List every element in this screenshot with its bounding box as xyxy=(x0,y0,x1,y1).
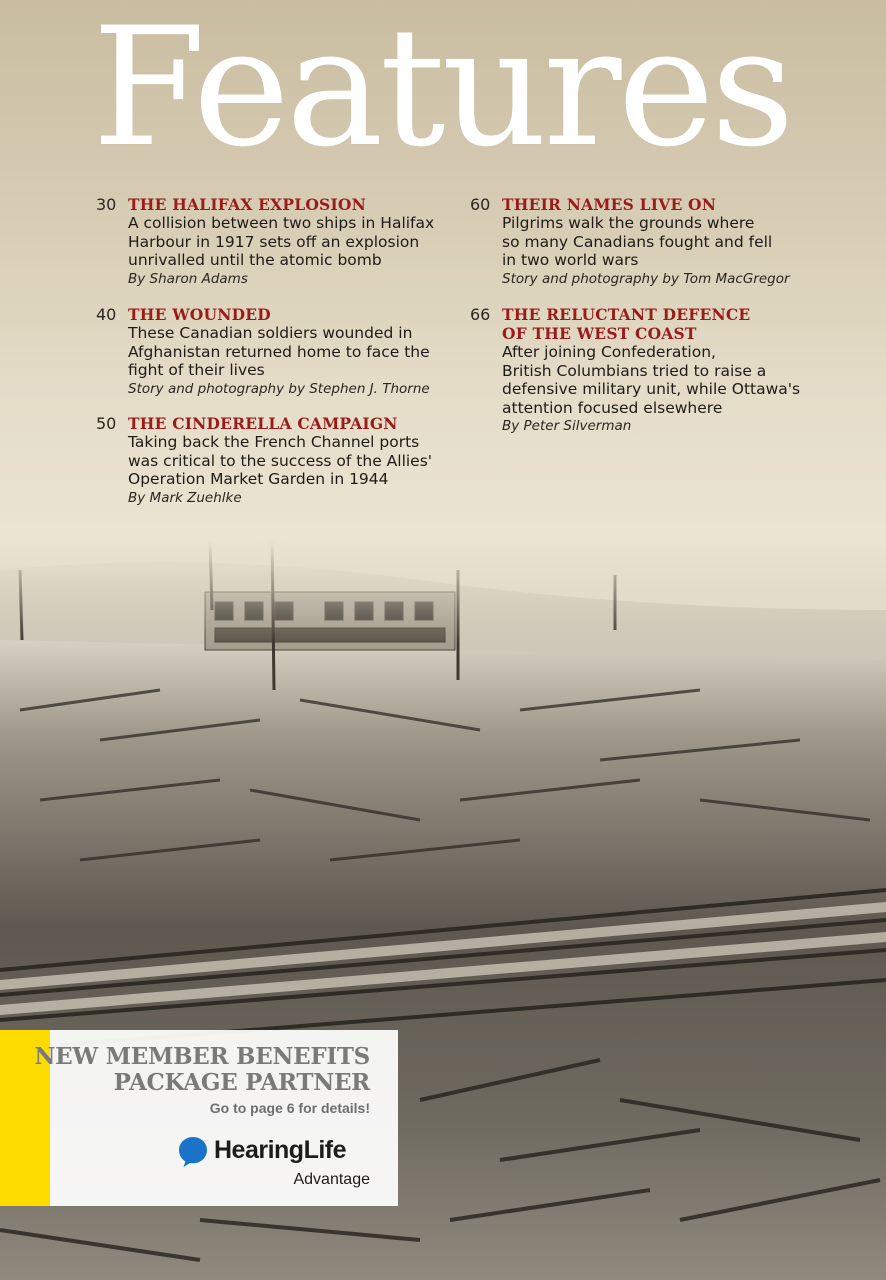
feature-headline: THE WOUNDED xyxy=(128,305,271,324)
feature-description: Taking back the French Channel ports was critical to the success of the Allies' Operation Market Garden in 1944 xyxy=(128,433,433,488)
feature-entry[interactable] xyxy=(470,195,810,295)
feature-description: Pilgrims walk the grounds where so many Canadians fought and fell in two world wars xyxy=(502,214,773,269)
speech-bubble-icon xyxy=(178,1136,208,1168)
feature-byline: By Peter Silverman xyxy=(502,418,632,434)
page-number: 50 xyxy=(96,414,117,433)
brand-logo-text: HearingLife xyxy=(214,1136,347,1164)
promo-subline: Go to page 6 for details! xyxy=(209,1100,370,1116)
promo-line-2: PACKAGE PARTNER xyxy=(113,1069,370,1096)
feature-byline: By Mark Zuehlke xyxy=(128,489,242,506)
feature-description: These Canadian soldiers wounded in Afghanistan returned home to face the fight of their lives xyxy=(128,324,430,379)
page-title: Features xyxy=(92,0,791,183)
feature-entry[interactable] xyxy=(96,195,436,295)
feature-headline: THE CINDERELLA CAMPAIGN xyxy=(128,414,398,433)
brand-subtitle: Advantage xyxy=(293,1171,370,1188)
feature-byline: Story and photography by Stephen J. Thorne xyxy=(128,380,430,397)
feature-byline: Story and photography by Tom MacGregor xyxy=(502,270,790,287)
feature-entry[interactable] xyxy=(96,305,436,405)
feature-entry[interactable] xyxy=(470,305,810,435)
feature-byline: By Sharon Adams xyxy=(128,270,248,287)
feature-description: After joining Confederation, British Columbians tried to raise a defensive military unit, while Ottawa's attention focused elsewhere xyxy=(502,343,801,417)
page-number: 30 xyxy=(96,195,117,214)
feature-headline: THE HALIFAX EXPLOSION xyxy=(128,195,366,214)
feature-headline: THE RELUCTANT DEFENCE OF THE WEST COAST xyxy=(502,305,751,343)
page-number: 40 xyxy=(96,305,117,324)
member-benefits-promo[interactable] xyxy=(0,1030,398,1206)
feature-description: A collision between two ships in Halifax Harbour in 1917 sets off an explosion unrivalled until the atomic bomb xyxy=(128,214,435,269)
promo-box xyxy=(34,1030,398,1206)
feature-entry[interactable] xyxy=(96,414,436,514)
page-number: 66 xyxy=(470,305,491,324)
page-number: 60 xyxy=(470,195,491,214)
feature-headline: THEIR NAMES LIVE ON xyxy=(502,195,717,214)
promo-line-1: NEW MEMBER BENEFITS xyxy=(34,1043,370,1070)
